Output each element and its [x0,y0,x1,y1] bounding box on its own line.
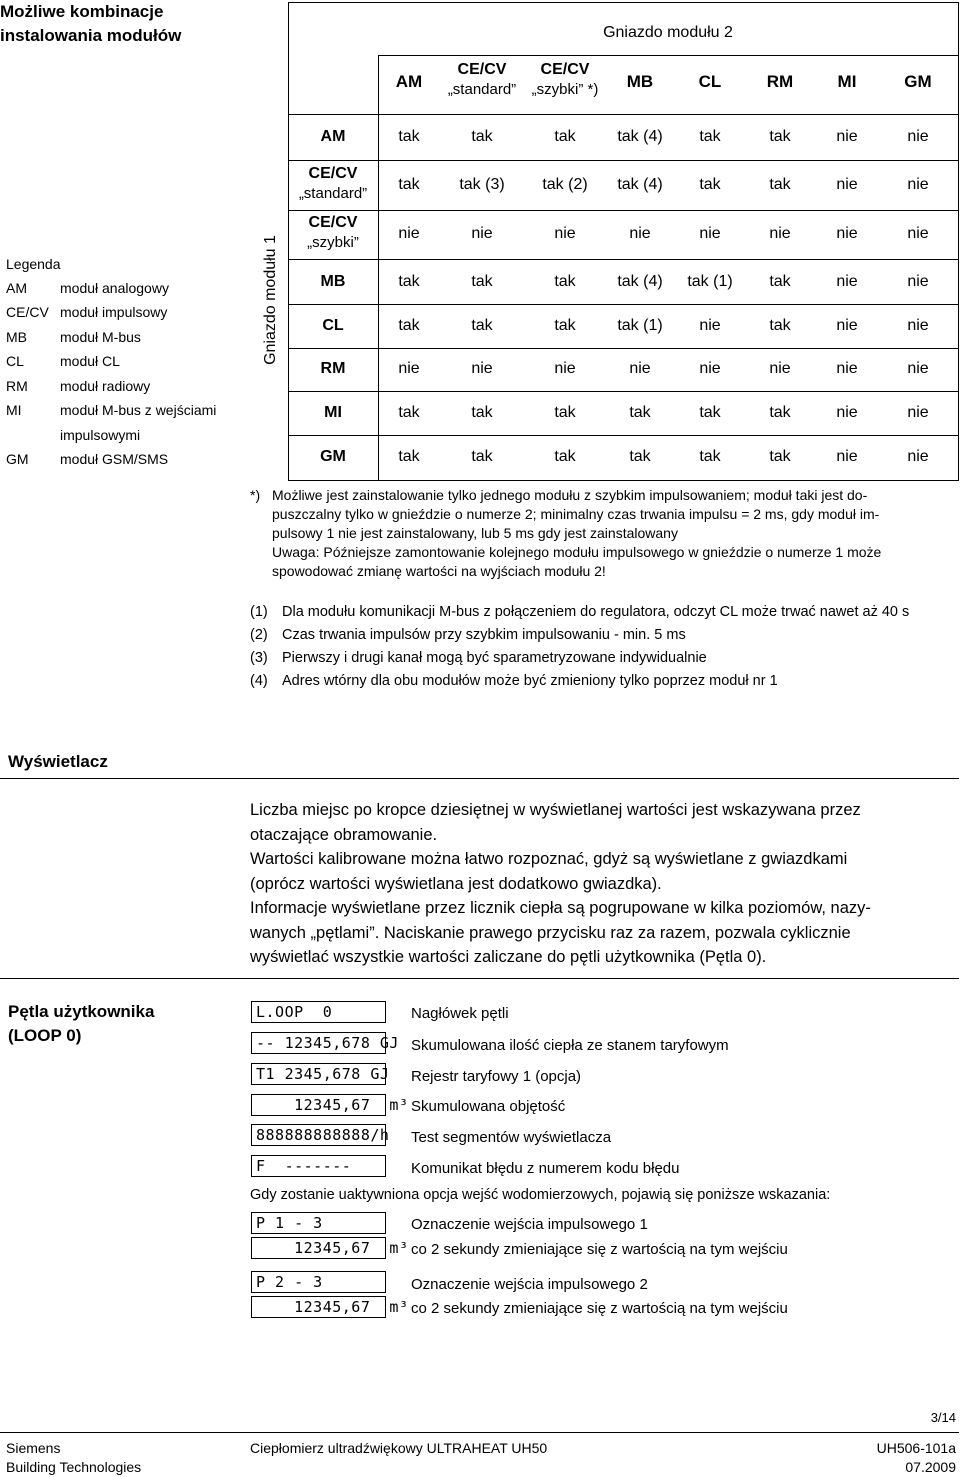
table-row-divider [288,435,959,436]
doc-date: 07.2009 [905,1459,956,1475]
table-row-divider [288,304,959,305]
footnote-number: (4) [250,673,268,689]
company-line: Building Technologies [6,1459,142,1475]
column-header [446,60,518,100]
table-cell: nie [907,448,929,465]
row-header-main: AM [320,128,346,145]
table-cell: nie [554,360,576,377]
table-cell: nie [629,225,651,242]
legend-value: moduł M-bus [60,329,141,345]
lcd-display: T1 2345,678 GJ [251,1063,386,1085]
table-cell: nie [836,360,858,377]
note-marker: *) [250,487,261,503]
table-cell: nie [836,273,858,290]
table-cell: nie [398,225,420,242]
lcd-label: Oznaczenie wejścia impulsowego 2 [411,1276,648,1293]
table-cell: tak [471,404,493,421]
note-line: puszczalny tylko w gnieździe o numerze 2; minimalny czas trwania impulsu = 2 ms, gdy moduł im- [272,506,880,522]
footnote-text: Pierwszy i drugi kanał mogą być sparametryzowane indywidualnie [282,650,707,666]
table-row-divider [288,348,959,349]
column-header [604,72,676,92]
footer-product: Ciepłomierz ultradźwiękowy ULTRAHEAT UH50 [250,1440,548,1456]
table-cell: tak [769,273,791,290]
footnote-text: Adres wtórny dla obu modułów może być zmieniony tylko poprzez moduł nr 1 [282,673,778,689]
column-header [674,72,746,92]
socket1-title: Gniazdo modułu 1 [262,235,279,365]
row-header [290,359,376,379]
table-cell: nie [836,317,858,334]
column-header [373,72,445,92]
section-divider [0,978,959,979]
lcd-display: P 2 - 3 [251,1271,386,1293]
table-cell: tak [398,128,420,145]
table-cell: nie [699,360,721,377]
legend-key: MI [6,402,22,418]
table-cell: tak [769,176,791,193]
table-cell: nie [836,176,858,193]
table-cell: tak [398,404,420,421]
table-cell: tak (4) [617,128,663,145]
column-header [811,72,883,92]
table-row-divider [288,160,959,161]
table-cell: tak [699,404,721,421]
column-header-sub: „szybki” *) [531,81,599,98]
column-header [529,60,601,100]
paragraph-line: wyświetlać wszystkie wartości zaliczane do pętli użytkownika (Pętla 0). [250,948,767,966]
loop-section-title [8,1000,154,1048]
footnote-text: Dla modułu komunikacji M-bus z połączeniem do regulatora, odczyt CL może trwać nawet aż 40 s [282,604,910,620]
table-cell: nie [398,360,420,377]
table-cell: tak [554,404,576,421]
table-cell: nie [836,128,858,145]
lcd-display: 12345,67 m³ [251,1296,386,1318]
table-row-divider [288,114,959,115]
footer-divider [0,1432,959,1433]
row-header-main: MB [320,273,346,290]
table-row-divider [288,480,959,481]
row-header-main: RM [320,360,346,377]
legend-value: moduł analogowy [60,280,169,296]
table-cell: tak (2) [542,176,588,193]
lcd-label: Rejestr taryfowy 1 (opcja) [411,1068,582,1085]
row-header [290,447,376,467]
table-cell: tak [471,128,493,145]
water-input-note: Gdy zostanie uaktywniona opcja wejść wodomierzowych, pojawią się poniższe wskazania: [250,1187,831,1203]
lcd-display: -- 12345,678 GJ [251,1032,386,1054]
row-header-main: GM [320,448,346,465]
row-header-sub: „standard” [298,185,368,202]
legend-key: MB [6,329,27,345]
legend-key: CE/CV [6,304,49,320]
section-title-combinations [0,0,240,48]
table-cell: tak [699,176,721,193]
column-header-main: RM [766,72,794,91]
loop-title-line: (LOOP 0) [8,1026,82,1045]
footer-company [6,1439,141,1477]
display-paragraph [250,798,950,970]
lcd-display: 12345,67 m³ [251,1237,386,1259]
table-cell: nie [907,225,929,242]
lcd-display: L.OOP 0 [251,1001,386,1023]
legend-value: moduł CL [60,353,120,369]
table-cell: nie [769,225,791,242]
legend-value: moduł impulsowy [60,304,168,320]
table-cell: tak [398,273,420,290]
row-header-sub: „szybki” [307,234,359,251]
table-cell: tak (3) [459,176,505,193]
row-header [290,403,376,423]
section-divider [0,778,959,779]
table-cell: nie [699,225,721,242]
table-cell: nie [907,128,929,145]
note-text [272,486,952,581]
legend-value: moduł radiowy [60,378,151,394]
legend-key: GM [6,451,29,467]
socket2-divider [378,55,959,56]
title-line-2: instalowania modułów [0,26,182,45]
doc-number: UH506-101a [876,1440,956,1456]
table-cell: tak [471,317,493,334]
lcd-label: Test segmentów wyświetlacza [411,1129,612,1146]
page-number: 3/14 [930,1410,956,1425]
paragraph-line: Wartości kalibrowane można łatwo rozpoznać, gdyż są wyświetlane z gwiazdkami [250,850,848,868]
table-cell: tak [471,448,493,465]
table-row-divider [288,259,959,260]
legend-title: Legenda [6,256,61,272]
legend-key: AM [6,280,27,296]
lcd-label: co 2 sekundy zmieniające się z wartością na tym wejściu [411,1241,788,1258]
table-cell: tak [629,448,651,465]
column-header-sub: „standard” [447,81,517,98]
table-cell: tak [554,317,576,334]
table-header-frame [288,2,959,114]
column-header-main: MB [626,72,654,91]
lcd-display: 888888888888/h [251,1124,386,1146]
table-cell: nie [769,360,791,377]
table-cell: nie [907,404,929,421]
table-cell: tak [769,317,791,334]
table-cell: tak [398,176,420,193]
legend-value: moduł GSM/SMS [60,451,169,467]
column-header [882,72,954,92]
table-cell: nie [907,360,929,377]
row-header-main: MI [324,404,342,421]
table-row-divider [288,391,959,392]
lcd-label: Komunikat błędu z numerem kodu błędu [411,1160,680,1177]
table-cell: tak [629,404,651,421]
table-column-divider [958,2,959,480]
table-cell: tak [554,128,576,145]
row-header [290,164,376,204]
table-cell: nie [836,225,858,242]
display-section-title: Wyświetlacz [8,752,108,771]
table-cell: nie [907,273,929,290]
table-cell: nie [471,225,493,242]
table-cell: nie [629,360,651,377]
legend-key: CL [6,353,24,369]
column-header-main: CE/CV [540,61,590,78]
lcd-display: F ------- [251,1155,386,1177]
note-line: pulsowy 1 nie jest zainstalowany, lub 5 ms gdy jest zainstalowany [272,525,678,541]
row-header-main: CE/CV [308,214,358,231]
title-line-1: Możliwe kombinacje [0,2,164,21]
table-cell: tak [398,317,420,334]
footnote-number: (2) [250,627,268,643]
row-header [290,316,376,336]
row-header [290,272,376,292]
table-cell: tak [769,404,791,421]
legend-key: RM [6,378,28,394]
table-cell: tak [699,448,721,465]
table-cell: tak [769,448,791,465]
table-cell: nie [554,225,576,242]
lcd-label: Oznaczenie wejścia impulsowego 1 [411,1216,648,1233]
note-line: Uwaga: Późniejsze zamontowanie kolejnego modułu impulsowego w gnieździe o numerze 1 może [272,544,882,560]
table-cell: tak [554,273,576,290]
paragraph-line: Informacje wyświetlane przez licznik ciepła są pogrupowane w kilka poziomów, nazy- [250,899,871,917]
legend-value: moduł M-bus z wejściami impulsowymi [60,402,217,443]
table-cell: tak [398,448,420,465]
table-cell: nie [907,176,929,193]
table-cell: tak (4) [617,176,663,193]
lcd-label: Nagłówek pętli [411,1005,509,1022]
loop-title-line: Pętla użytkownika [8,1002,155,1021]
table-cell: nie [836,448,858,465]
company-line: Siemens [6,1440,61,1456]
paragraph-line: (oprócz wartości wyświetlana jest dodatkowo gwiazdka). [250,874,662,893]
footer-doc [877,1439,956,1477]
note-line: spowodować zmianę wartości na wyjściach modułu 2! [272,563,606,579]
column-header-main: MI [837,72,857,91]
column-header-main: CL [698,72,722,91]
table-cell: tak [699,128,721,145]
footnote-number: (1) [250,604,268,620]
column-header-main: CE/CV [457,61,507,78]
footnote-text: Czas trwania impulsów przy szybkim impulsowaniu - min. 5 ms [282,627,686,643]
table-cell: nie [471,360,493,377]
lcd-label: Skumulowana objętość [411,1098,566,1115]
row-header [290,127,376,147]
table-column-divider [288,114,289,480]
note-line: Możliwe jest zainstalowanie tylko jednego modułu z szybkim impulsowaniem; moduł taki jest do- [272,487,868,503]
row-header-main: CL [322,317,344,334]
table-cell: tak [471,273,493,290]
socket1-label [256,210,286,390]
lcd-label: Skumulowana ilość ciepła ze stanem taryfowym [411,1037,729,1054]
column-header [744,72,816,92]
paragraph-line: Liczba miejsc po kropce dziesiętnej w wyświetlanej wartości jest wskazywana przez [250,801,861,819]
lcd-display: 12345,67 m³ [251,1094,386,1116]
table-cell: tak (1) [687,273,733,290]
lcd-label: co 2 sekundy zmieniające się z wartością na tym wejściu [411,1300,788,1317]
table-cell: nie [907,317,929,334]
paragraph-line: wanych „pętlami”. Naciskanie prawego przycisku raz za razem, pozwala cyklicznie [250,923,851,942]
table-cell: tak [554,448,576,465]
lcd-display: P 1 - 3 [251,1212,386,1234]
table-row-divider [288,210,959,211]
row-header-main: CE/CV [308,165,358,182]
table-cell: tak [769,128,791,145]
row-header [290,213,376,253]
table-cell: tak (4) [617,273,663,290]
table-cell: tak (1) [617,317,663,334]
paragraph-line: otaczające obramowanie. [250,825,438,844]
column-header-main: GM [904,72,932,91]
table-cell: nie [836,404,858,421]
table-cell: nie [699,317,721,334]
footnote-number: (3) [250,650,268,666]
column-header-main: AM [395,72,423,91]
socket2-title: Gniazdo modułu 2 [603,24,733,41]
